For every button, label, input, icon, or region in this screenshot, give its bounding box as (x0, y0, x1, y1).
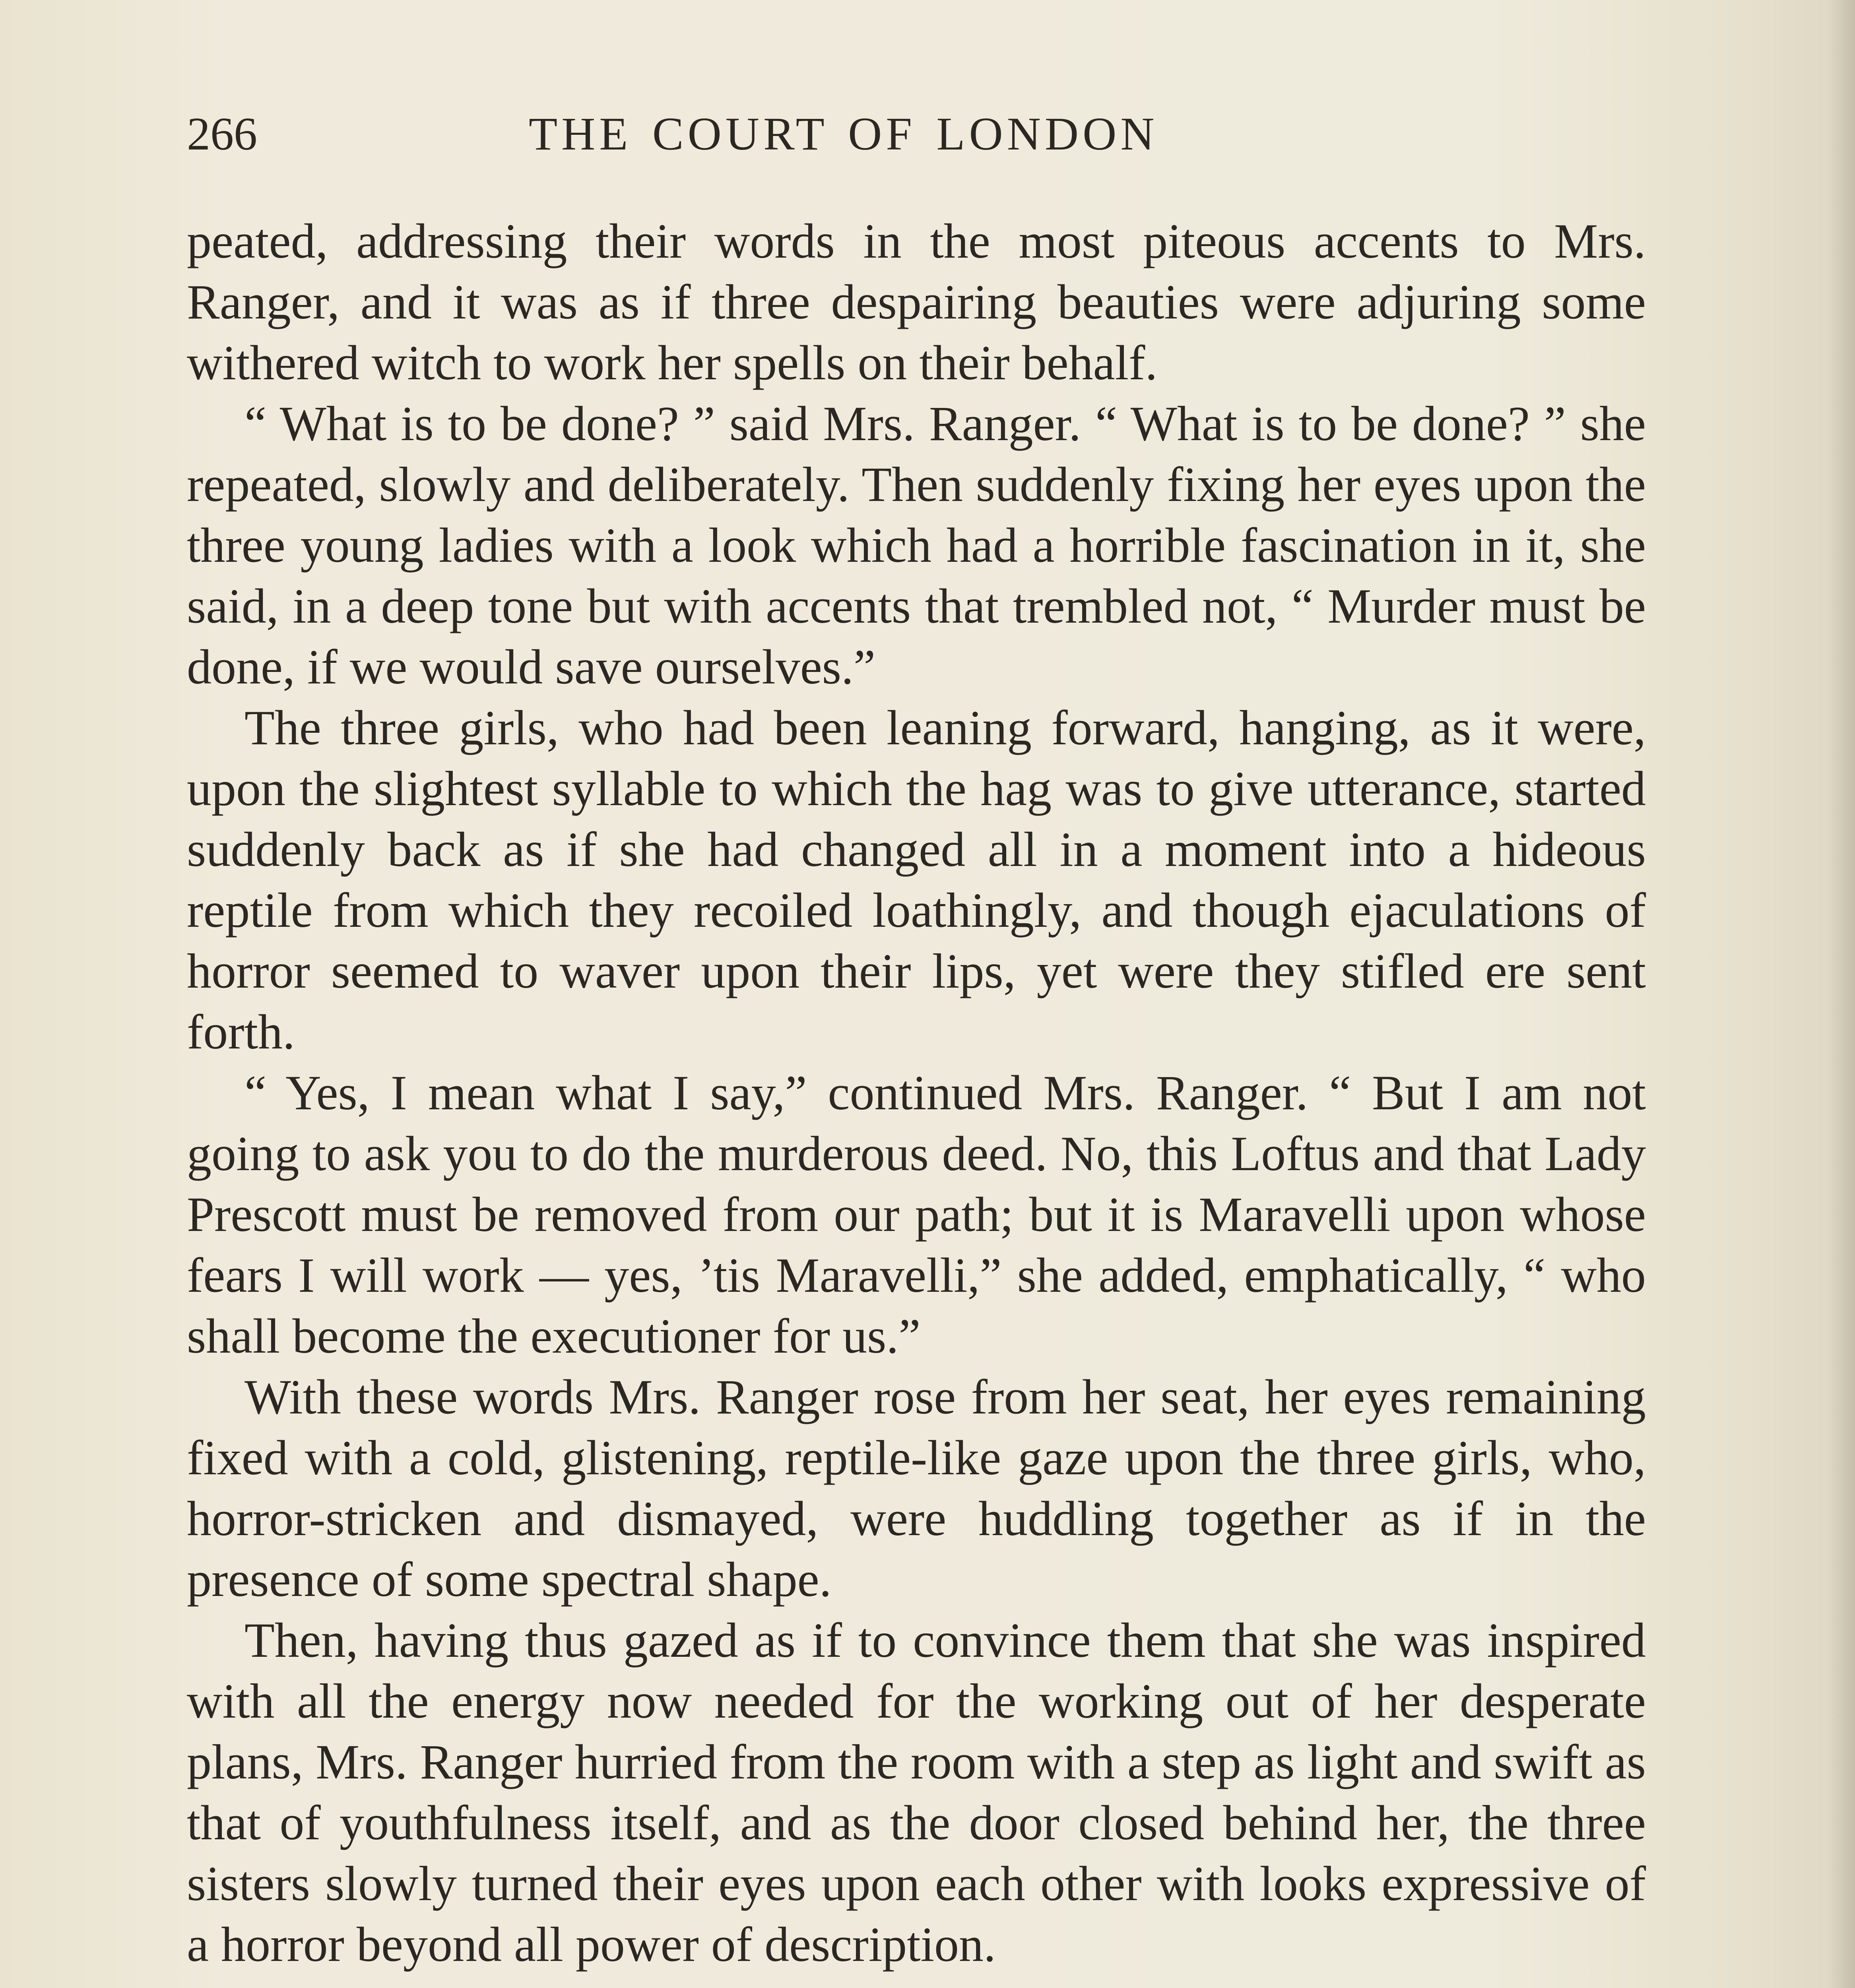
paragraph: “ What is to be done? ” said Mrs. Ranger. “ What is to be done? ” she repeated, slowly and deliberately. Then suddenly fixing her eyes upon the three young ladies with a look which had a horrible fascination in it, she said, in a deep tone but with accents that trembled not, “ Murder must be done, if we would save ourselves.” (187, 396, 1646, 694)
paragraph: Then, having thus gazed as if to convince them that she was inspired with all the energy now needed for the working out of her desperate plans, Mrs. Ranger hurried from the room with a step as light and swift as that of youthfulness itself, and as the door closed behind her, the three sisters slowly turned their eyes upon each other with looks expressive of a horror beyond all power of description. (187, 1613, 1646, 1972)
paragraph: With these words Mrs. Ranger rose from her seat, her eyes remaining fixed with a cold, glistening, reptile-like gaze upon the three girls, who, horror-stricken and dismayed, were huddling together as if in the presence of some spectral shape. (187, 1370, 1646, 1607)
paragraph: “ Yes, I mean what I say,” continued Mrs. Ranger. “ But I am not going to ask you to do the murderous deed. No, this Loftus and that Lady Prescott must be removed from our path; but it is Maravelli upon whose fears I will work — yes, ’tis Maravelli,” she added, emphatically, “ who shall become the executioner for us.” (187, 1066, 1646, 1363)
paragraph: peated, addressing their words in the most piteous accents to Mrs. Ranger, and it was as if three despairing beauties were adjuring some withered witch to work her spells on their behalf. (187, 214, 1646, 390)
running-head: THE COURT OF LONDON (529, 108, 1158, 160)
page-header (187, 104, 1300, 164)
page-number: 266 (187, 108, 257, 160)
body-text (187, 211, 1646, 1975)
paragraph: The three girls, who had been leaning forward, hanging, as it were, upon the slightest syllable to which the hag was to give utterance, started suddenly back as if she had changed all in a moment into a hideous reptile from which they recoiled loathingly, and though ejaculations of horror seemed to waver upon their lips, yet were they stifled ere sent forth. (187, 701, 1646, 1059)
page-edge-shadow (1827, 0, 1855, 1988)
